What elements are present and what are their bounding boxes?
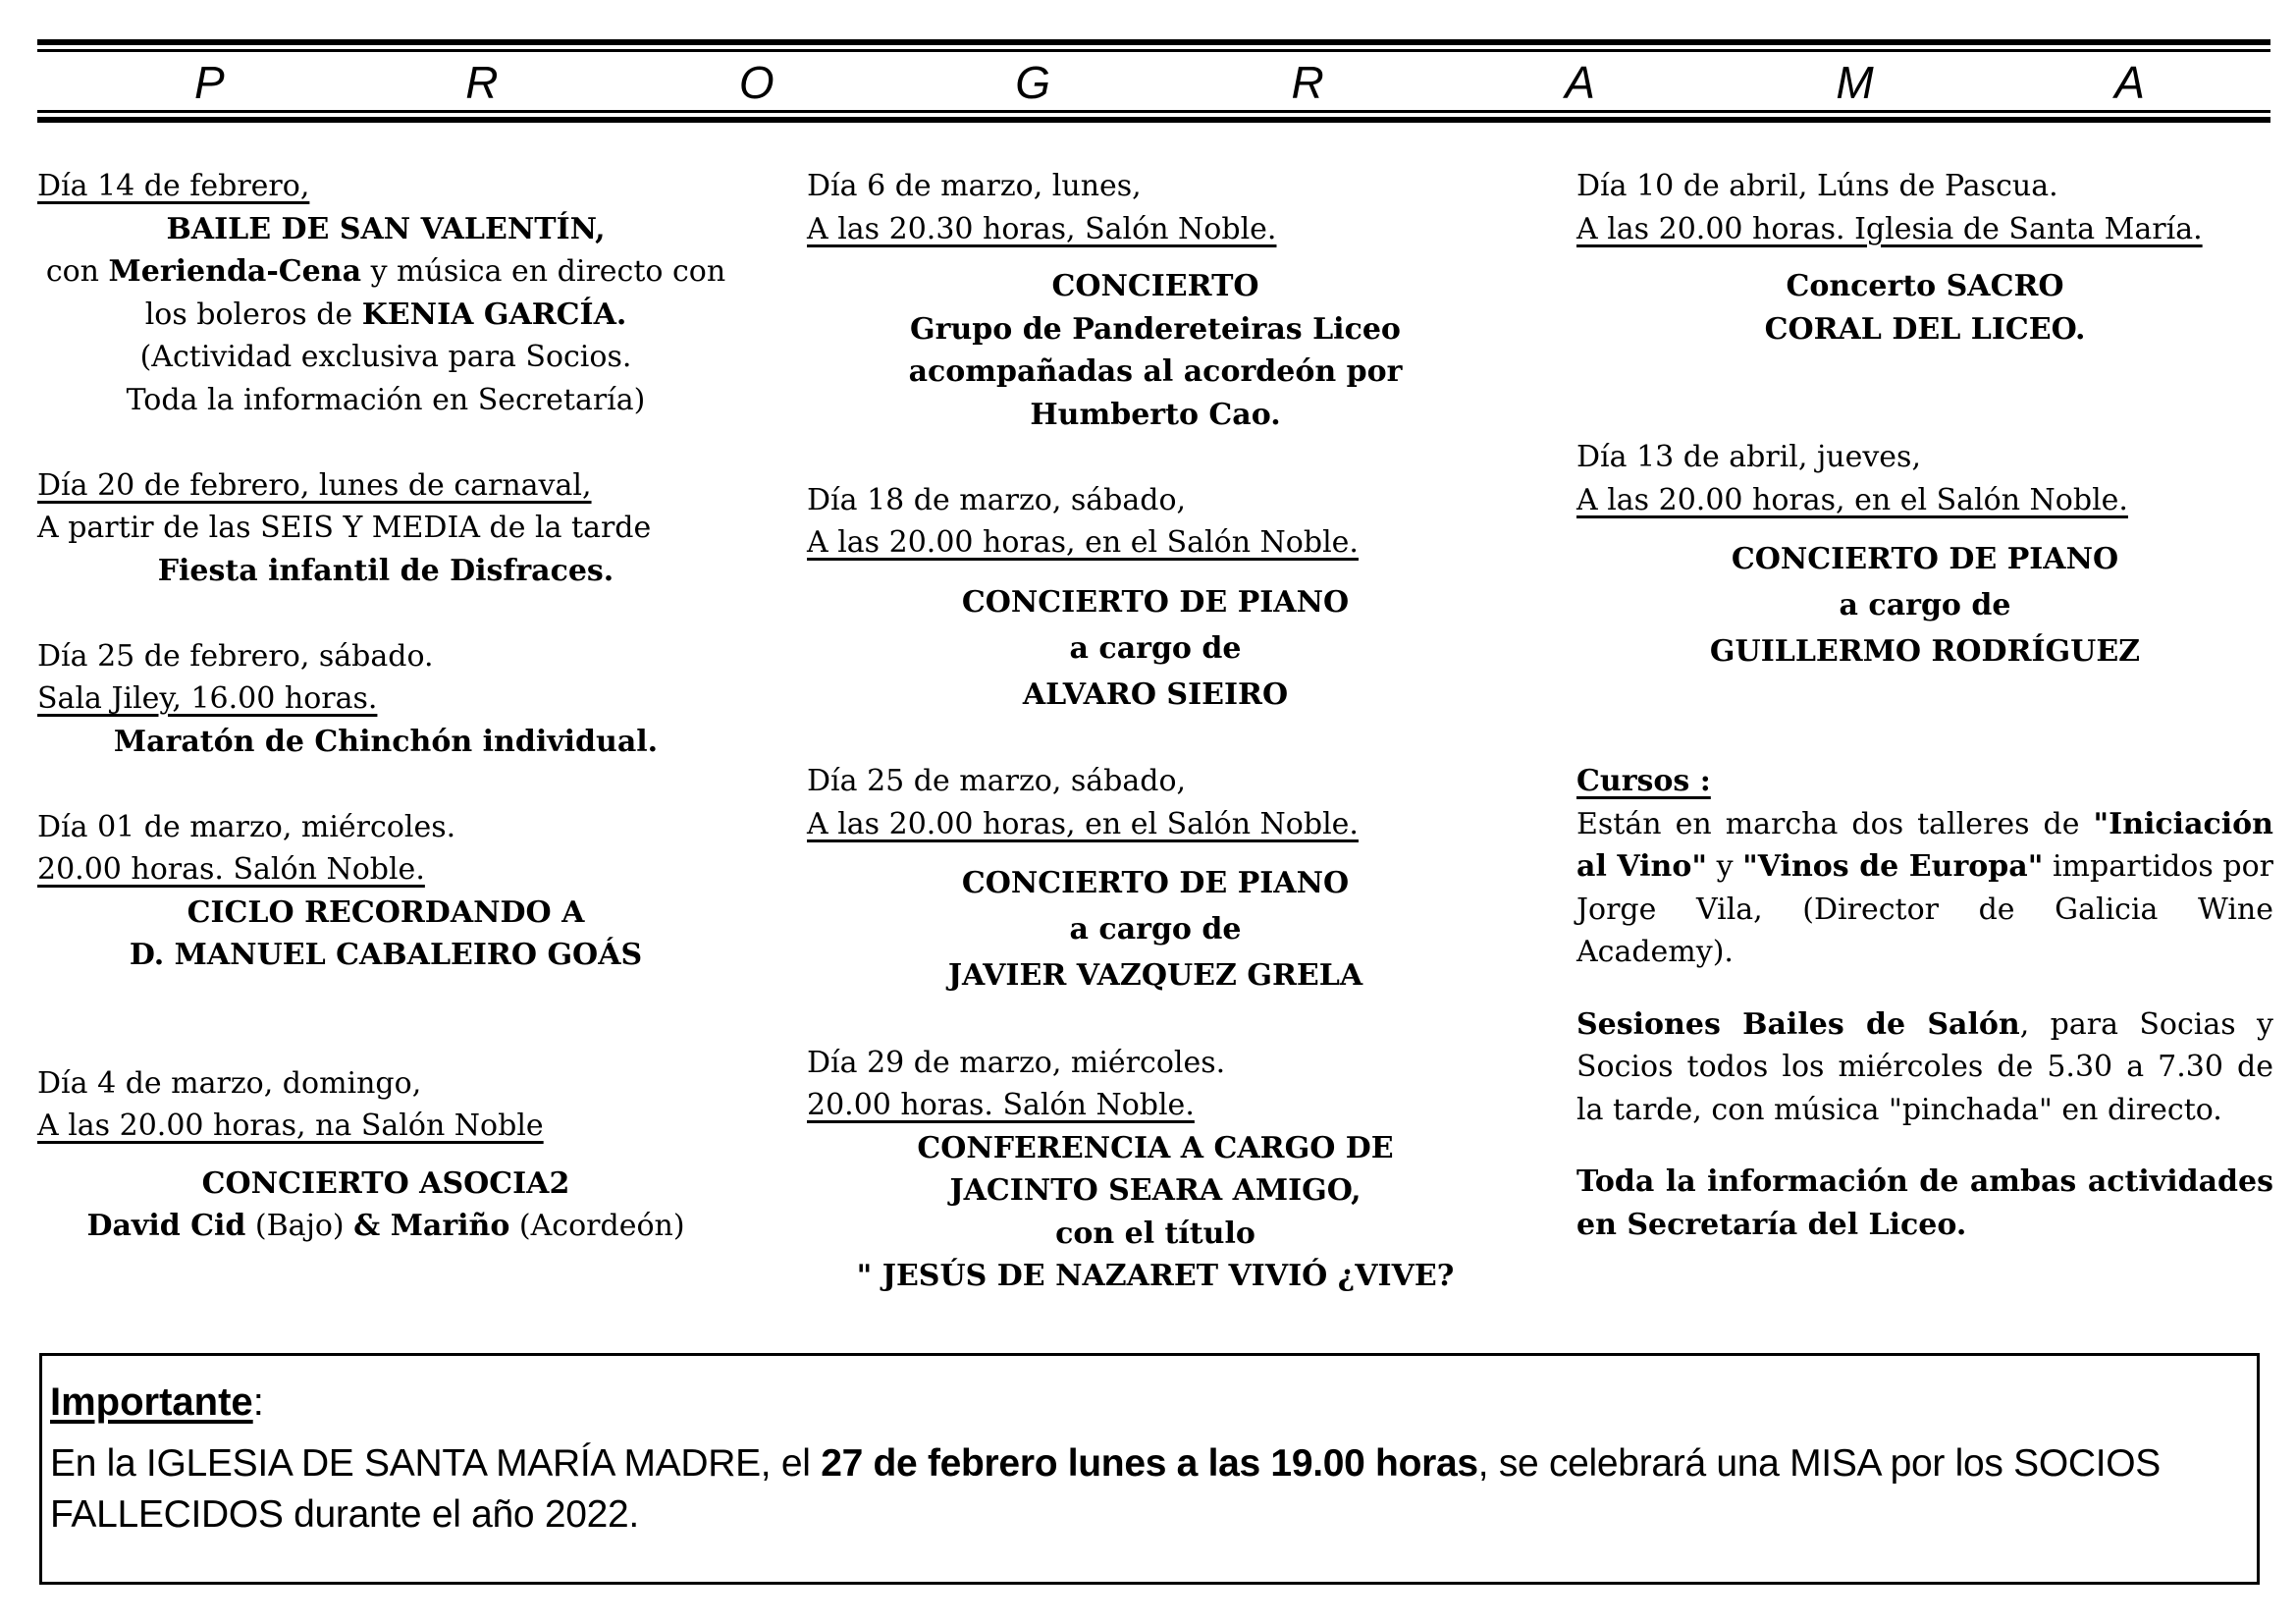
event-title: Maratón de Chinchón individual. — [113, 724, 659, 759]
event-description: los boleros de KENIA GARCÍA. — [144, 297, 627, 332]
event-title: JACINTO SEARA AMIGO, — [949, 1173, 1362, 1208]
event-title: D. MANUEL CABALEIRO GOÁS — [129, 938, 643, 972]
event-place: A las 20.00 horas, na Salón Noble — [37, 1109, 544, 1143]
event-place: A las 20.00 horas, en el Salón Noble. — [807, 525, 1359, 560]
event-title: a cargo de — [1839, 588, 2011, 622]
info-note: Toda la información de ambas actividades en Secretaría del Liceo. — [1576, 1164, 2273, 1242]
header-top-rule-thin — [37, 49, 2270, 52]
event-title: CICLO RECORDANDO A — [187, 894, 585, 930]
event-piano-rodriguez — [1576, 436, 2273, 675]
title-letter: A — [2114, 57, 2145, 108]
event-note: (Actividad exclusiva para Socios. — [139, 340, 632, 374]
event-note: Toda la información en Secretaría) — [126, 382, 646, 417]
event-title: Grupo de Pandereteiras Liceo — [910, 311, 1401, 347]
title-letter: O — [738, 57, 774, 108]
event-title: ALVARO SIEIRO — [1022, 676, 1289, 712]
event-title: CONCIERTO DE PIANO — [1731, 542, 2119, 576]
event-conferencia — [807, 1042, 1504, 1298]
event-piano-vazquez — [807, 760, 1504, 999]
event-date: Día 6 de marzo, lunes, — [807, 169, 1142, 203]
event-date: Día 25 de febrero, sábado. — [37, 638, 434, 674]
important-heading: Importante: — [50, 1380, 264, 1424]
event-title: acompañadas al acordeón por — [908, 354, 1403, 389]
event-title: Humberto Cao. — [1030, 397, 1281, 432]
title-letter: G — [1015, 57, 1050, 108]
important-text: En la IGLESIA DE SANTA MARÍA MADRE, el 27 de febrero lunes a las 19.00 horas, se celebrará una MISA por los SOCIOS FALLECIDOS durante el año 2022. — [50, 1442, 2162, 1536]
event-place: Sala Jiley, 16.00 horas. — [37, 681, 378, 716]
column-february-march — [37, 165, 734, 1248]
title-letter: R — [1291, 57, 1324, 108]
program-header — [37, 39, 2270, 122]
event-title: BAILE DE SAN VALENTÍN, — [166, 211, 606, 246]
event-date: Día 10 de abril, Lúns de Pascua. — [1576, 169, 2058, 203]
courses-heading: Cursos : — [1576, 764, 1711, 798]
event-carnaval — [37, 464, 734, 593]
event-date: Día 20 de febrero, lunes de carnaval, — [37, 467, 592, 503]
important-notice-box — [39, 1353, 2260, 1585]
event-date: Día 29 de marzo, miércoles. — [807, 1045, 1226, 1080]
title-letter: P — [194, 57, 225, 108]
header-top-rule-thick — [37, 39, 2270, 45]
event-time: A partir de las SEIS Y MEDIA de la tarde — [37, 511, 652, 545]
event-title: CONCIERTO ASOCIA2 — [201, 1165, 570, 1201]
event-title: CONCIERTO DE PIANO — [961, 866, 1350, 900]
courses-section — [1576, 760, 2273, 974]
event-title: GUILLERMO RODRÍGUEZ — [1709, 634, 2141, 669]
event-title: a cargo de — [1069, 912, 1242, 947]
event-title: Concerto SACRO — [1786, 269, 2064, 303]
courses-description: Están en marcha dos talleres de "Iniciación al Vino" y "Vinos de Europa" impartidos por Jorge Vila, (Director de Galicia Wine Academy). — [1576, 806, 2273, 969]
event-title: CONCIERTO DE PIANO — [961, 584, 1350, 620]
event-title: CONFERENCIA A CARGO DE — [917, 1130, 1394, 1165]
event-date: Día 01 de marzo, miércoles. — [37, 809, 456, 844]
event-san-valentin — [37, 165, 734, 421]
ballroom-sessions: Sesiones Bailes de Salón, para Socias y Socios todos los miércoles de 5.30 a 7.30 de la tarde, con música "pinchada" en directo. — [1576, 1006, 2274, 1127]
event-place: A las 20.30 horas, Salón Noble. — [807, 211, 1277, 246]
event-date: Día 18 de marzo, sábado, — [807, 482, 1187, 517]
event-title: JAVIER VAZQUEZ GRELA — [947, 958, 1363, 993]
event-date: Día 25 de marzo, sábado, — [807, 764, 1187, 798]
event-place: A las 20.00 horas, en el Salón Noble. — [1576, 482, 2128, 517]
event-date: Día 13 de abril, jueves, — [1576, 440, 1921, 474]
event-pandereteiras — [807, 165, 1504, 436]
event-place: A las 20.00 horas, en el Salón Noble. — [807, 806, 1359, 841]
event-concerto-sacro — [1576, 165, 2273, 351]
program-title — [37, 59, 2270, 106]
event-title: CONCIERTO — [1051, 269, 1259, 303]
column-april-courses — [1576, 165, 2273, 1246]
event-piano-sieiro — [807, 479, 1504, 718]
event-place: 20.00 horas. Salón Noble. — [807, 1088, 1195, 1122]
event-title: con el título — [1055, 1216, 1255, 1251]
title-letter: R — [465, 57, 499, 108]
column-march — [807, 165, 1504, 1298]
header-bottom-rule-thin — [37, 110, 2270, 113]
event-title: " JESÚS DE NAZARET VIVIÓ ¿VIVE? — [856, 1259, 1455, 1293]
event-description: con Merienda-Cena y música en directo con — [45, 254, 726, 289]
header-bottom-rule-thick — [37, 117, 2270, 123]
title-letter: M — [1836, 57, 1874, 108]
event-ciclo-cabaleiro — [37, 806, 734, 977]
event-chinchon — [37, 635, 734, 764]
event-place: A las 20.00 horas. Iglesia de Santa María. — [1576, 211, 2203, 246]
event-title: Fiesta infantil de Disfraces. — [157, 553, 614, 588]
title-letter: A — [1565, 57, 1595, 108]
event-title: a cargo de — [1069, 630, 1242, 666]
event-performers: David Cid (Bajo) & Mariño (Acordeón) — [86, 1209, 685, 1243]
event-date: Día 4 de marzo, domingo, — [37, 1065, 422, 1101]
event-place: 20.00 horas. Salón Noble. — [37, 852, 425, 887]
event-title: CORAL DEL LICEO. — [1764, 311, 2086, 347]
event-asocia2 — [37, 1062, 734, 1248]
event-date: Día 14 de febrero, — [37, 169, 310, 203]
